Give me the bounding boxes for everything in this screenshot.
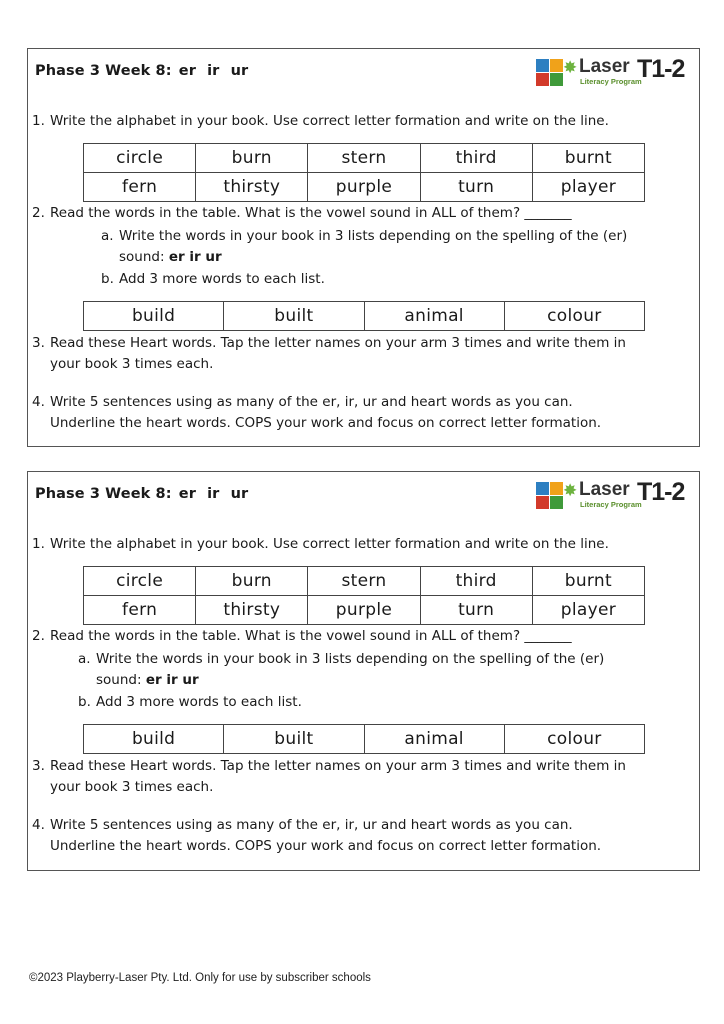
laser-logo xyxy=(536,55,693,88)
logo-subtitle: Literacy Program xyxy=(580,500,642,509)
question-2: 2. Read the words in the table. What is the vowel sound in ALL of them? _______ xyxy=(32,205,572,221)
table-cell: player xyxy=(532,596,644,625)
level-badge: T1-2 xyxy=(637,55,685,83)
table-cell: fern xyxy=(84,596,196,625)
table-cell: colour xyxy=(504,725,644,754)
laser-logo xyxy=(536,478,693,511)
question-2a-sound: sound: er ir ur xyxy=(119,249,222,265)
question-4-line2: Underline the heart words. COPS your work and focus on correct letter formation. xyxy=(50,838,602,854)
table-cell: purple xyxy=(308,173,420,202)
worksheet-card-2 xyxy=(27,471,700,871)
table-row xyxy=(84,567,645,596)
table-row xyxy=(84,596,645,625)
table-cell: turn xyxy=(420,173,532,202)
table-cell: third xyxy=(420,144,532,173)
question-4: 4. Write 5 sentences using as many of the er, ir, ur and heart words as you can. xyxy=(32,394,573,410)
word-table xyxy=(83,143,645,202)
level-badge: T1-2 xyxy=(637,478,685,506)
table-cell: built xyxy=(224,725,364,754)
table-cell: third xyxy=(420,567,532,596)
table-row xyxy=(84,725,645,754)
table-row xyxy=(84,173,645,202)
question-2a-sound: sound: er ir ur xyxy=(96,672,199,688)
title-text: Phase 3 Week 8: xyxy=(35,63,172,79)
table-cell: animal xyxy=(364,302,504,331)
table-cell: animal xyxy=(364,725,504,754)
question-3-line2: your book 3 times each. xyxy=(50,779,214,795)
playberry-tiles-icon xyxy=(536,59,564,87)
table-cell: burn xyxy=(196,144,308,173)
table-cell: fern xyxy=(84,173,196,202)
heart-word-table xyxy=(83,301,645,331)
worksheet-title xyxy=(35,486,248,502)
question-2: 2. Read the words in the table. What is the vowel sound in ALL of them? _______ xyxy=(32,628,572,644)
table-cell: built xyxy=(224,302,364,331)
table-cell: purple xyxy=(308,596,420,625)
question-4-line2: Underline the heart words. COPS your work and focus on correct letter formation. xyxy=(50,415,602,431)
table-cell: stern xyxy=(308,144,420,173)
worksheet-card-1 xyxy=(27,48,700,447)
table-row xyxy=(84,302,645,331)
question-2a: a. Write the words in your book in 3 lists depending on the spelling of the (er) xyxy=(78,651,605,667)
table-cell: burnt xyxy=(532,567,644,596)
table-cell: turn xyxy=(420,596,532,625)
worksheet-title xyxy=(35,63,248,79)
table-cell: thirsty xyxy=(196,596,308,625)
question-1: 1. Write the alphabet in your book. Use correct letter formation and write on the line. xyxy=(32,113,609,129)
table-cell: colour xyxy=(504,302,644,331)
title-sounds: er ir ur xyxy=(178,63,249,79)
question-4: 4. Write 5 sentences using as many of the er, ir, ur and heart words as you can. xyxy=(32,817,573,833)
star-burst-icon: ✸ xyxy=(563,58,578,78)
table-cell: player xyxy=(532,173,644,202)
playberry-tiles-icon xyxy=(536,482,564,510)
logo-subtitle: Literacy Program xyxy=(580,77,642,86)
question-1: 1. Write the alphabet in your book. Use correct letter formation and write on the line. xyxy=(32,536,609,552)
table-cell: burn xyxy=(196,567,308,596)
table-row xyxy=(84,144,645,173)
copyright-footer: ©2023 Playberry-Laser Pty. Ltd. Only for use by subscriber schools xyxy=(29,972,371,984)
logo-word: Laser xyxy=(579,56,630,77)
question-2a: a. Write the words in your book in 3 lists depending on the spelling of the (er) xyxy=(101,228,628,244)
question-3: 3. Read these Heart words. Tap the letter names on your arm 3 times and write them in xyxy=(32,335,626,351)
star-burst-icon: ✸ xyxy=(563,481,578,501)
word-table xyxy=(83,566,645,625)
table-cell: circle xyxy=(84,144,196,173)
question-3-line2: your book 3 times each. xyxy=(50,356,214,372)
logo-word: Laser xyxy=(579,479,630,500)
table-cell: build xyxy=(84,302,224,331)
title-text: Phase 3 Week 8: xyxy=(35,486,172,502)
table-cell: burnt xyxy=(532,144,644,173)
title-sounds: er ir ur xyxy=(178,486,249,502)
question-3: 3. Read these Heart words. Tap the letter names on your arm 3 times and write them in xyxy=(32,758,626,774)
question-2b: b. Add 3 more words to each list. xyxy=(101,271,325,287)
table-cell: stern xyxy=(308,567,420,596)
table-cell: circle xyxy=(84,567,196,596)
heart-word-table xyxy=(83,724,645,754)
table-cell: thirsty xyxy=(196,173,308,202)
table-cell: build xyxy=(84,725,224,754)
question-2b: b. Add 3 more words to each list. xyxy=(78,694,302,710)
